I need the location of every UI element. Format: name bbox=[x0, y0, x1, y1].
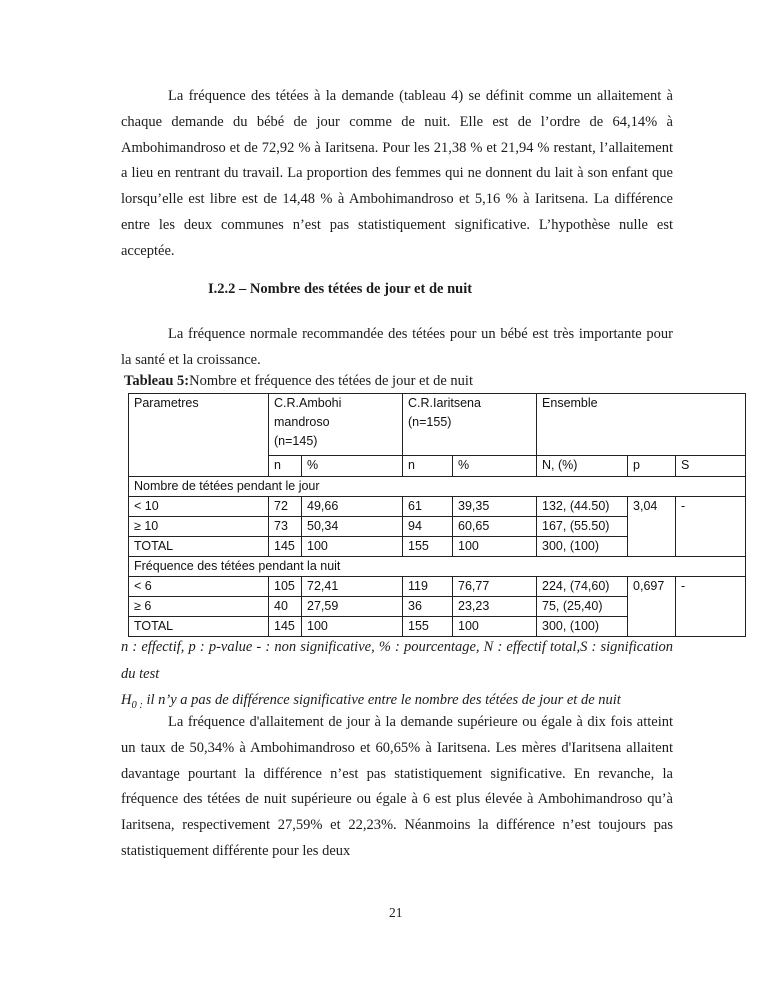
table-cell: 167, (55.50) bbox=[537, 517, 628, 537]
table-cell: 61 bbox=[403, 497, 453, 517]
col-group-iaritsena bbox=[403, 394, 537, 456]
section-title-row bbox=[129, 557, 746, 577]
sub-header-s: S bbox=[676, 456, 746, 477]
p-value-cell-night: 0,697 bbox=[628, 577, 676, 637]
table-cell: 100 bbox=[453, 617, 537, 637]
col-header-parametres: Parametres bbox=[129, 394, 269, 477]
sub-header-pct: % bbox=[453, 456, 537, 477]
table-cell: 23,23 bbox=[453, 597, 537, 617]
hypothesis-text: il n’y a pas de différence significative entre le nombre des tétées de jour et de nuit bbox=[146, 692, 621, 708]
sub-header-n: n bbox=[269, 456, 302, 477]
table-caption-label: Tableau 5: bbox=[124, 373, 190, 389]
section-title-day: Nombre de tétées pendant le jour bbox=[129, 477, 746, 497]
row-label: TOTAL bbox=[129, 617, 269, 637]
table-cell: 155 bbox=[403, 537, 453, 557]
table-legend-note: n : effectif, p : p-value - : non significative, % : pourcentage, N : effectif total,S : signification du test bbox=[121, 639, 673, 682]
p-value-cell-day: 3,04 bbox=[628, 497, 676, 557]
paragraph-frequency-demand: La fréquence des tétées à la demande (tableau 4) se définit comme un allaitement à chaque demande du bébé de jour comme de nuit. Elle est de l’ordre de 64,14% à Ambohimandroso et de 72,92 % à Iaritsena. Pour les 21,38 % et 21,94 % restant, l’allaitement a lieu en rentrant du travail. La proportion des femmes qui ne donnent du lait à son enfant que lorsqu’elle est libre est de 14,48 % à Ambohimandroso et 5,16 % à Iaritsena. La différence entre les deux communes n’est pas statistiquement significative. L’hypothèse nulle est acceptée. bbox=[121, 88, 673, 259]
paragraph-discussion: La fréquence d'allaitement de jour à la demande supérieure ou égale à dix fois atteint un taux de 50,34% à Ambohimandroso et 60,65% à Iaritsena. Les mères d'Iaritsena allaitent davantage pourtant la différence n’est pas statistiquement significative. En revanche, la fréquence des tétées de nuit supérieure ou égale à 6 est plus élevée à Ambohimandroso qu’à Iaritsena, respectivement 27,59% et 22,23%. Néanmoins la différence n’est toujours pas statistiquement différente pour les deux bbox=[121, 714, 673, 859]
sub-header-total: N, (%) bbox=[537, 456, 628, 477]
section-title-night: Fréquence des tétées pendant la nuit bbox=[129, 557, 746, 577]
table-cell: 145 bbox=[269, 537, 302, 557]
section-heading-i22: I.2.2 – Nombre des tétées de jour et de nuit bbox=[208, 281, 473, 297]
table-cell: 72 bbox=[269, 497, 302, 517]
table-cell: 76,77 bbox=[453, 577, 537, 597]
table-cell: 39,35 bbox=[453, 497, 537, 517]
table-cell: 300, (100) bbox=[537, 537, 628, 557]
table-cell: 145 bbox=[269, 617, 302, 637]
row-label: TOTAL bbox=[129, 537, 269, 557]
hypothesis-subscript: 0 : bbox=[131, 699, 143, 711]
group-label-line: C.R.Iaritsena bbox=[408, 396, 481, 410]
table-cell: 155 bbox=[403, 617, 453, 637]
col-group-ambohimandroso bbox=[269, 394, 403, 456]
paragraph-recommended-frequency: La fréquence normale recommandée des tétées pour un bébé est très importante pour la santé et la croissance. bbox=[121, 326, 673, 368]
table-cell: 100 bbox=[453, 537, 537, 557]
table-cell: 100 bbox=[302, 617, 403, 637]
table-cell: 105 bbox=[269, 577, 302, 597]
table-cell: 72,41 bbox=[302, 577, 403, 597]
page-number: 21 bbox=[389, 905, 403, 920]
row-label: ≥ 6 bbox=[129, 597, 269, 617]
group-label-line: C.R.Ambohi bbox=[274, 396, 342, 410]
table-cell: 132, (44.50) bbox=[537, 497, 628, 517]
table-cell: 27,59 bbox=[302, 597, 403, 617]
sub-header-n: n bbox=[403, 456, 453, 477]
table-cell: 50,34 bbox=[302, 517, 403, 537]
row-label: < 6 bbox=[129, 577, 269, 597]
table-cell: 40 bbox=[269, 597, 302, 617]
group-label-line: (n=145) bbox=[274, 434, 318, 448]
sub-header-pct: % bbox=[302, 456, 403, 477]
group-label-line: (n=155) bbox=[408, 415, 452, 429]
table-caption-text: Nombre et fréquence des tétées de jour et de nuit bbox=[189, 373, 473, 389]
table-cell: 94 bbox=[403, 517, 453, 537]
table-cell: 49,66 bbox=[302, 497, 403, 517]
table-cell: 100 bbox=[302, 537, 403, 557]
table-cell: 300, (100) bbox=[537, 617, 628, 637]
table-row bbox=[129, 577, 746, 597]
col-group-ensemble: Ensemble bbox=[537, 394, 746, 456]
s-value-cell-night: - bbox=[676, 577, 746, 637]
table-cell: 224, (74,60) bbox=[537, 577, 628, 597]
section-title-row bbox=[129, 477, 746, 497]
table-cell: 60,65 bbox=[453, 517, 537, 537]
table-cell: 75, (25,40) bbox=[537, 597, 628, 617]
table-row bbox=[129, 497, 746, 517]
s-value-cell-day: - bbox=[676, 497, 746, 557]
row-label: ≥ 10 bbox=[129, 517, 269, 537]
row-label: < 10 bbox=[129, 497, 269, 517]
table-cell: 36 bbox=[403, 597, 453, 617]
table-cell: 73 bbox=[269, 517, 302, 537]
group-label-line: mandroso bbox=[274, 415, 330, 429]
hypothesis-symbol: H bbox=[121, 692, 132, 708]
table-header-row-groups bbox=[129, 394, 746, 456]
table-caption bbox=[124, 373, 473, 390]
sub-header-p: p bbox=[628, 456, 676, 477]
table-tetees bbox=[128, 393, 746, 637]
table-cell: 119 bbox=[403, 577, 453, 597]
